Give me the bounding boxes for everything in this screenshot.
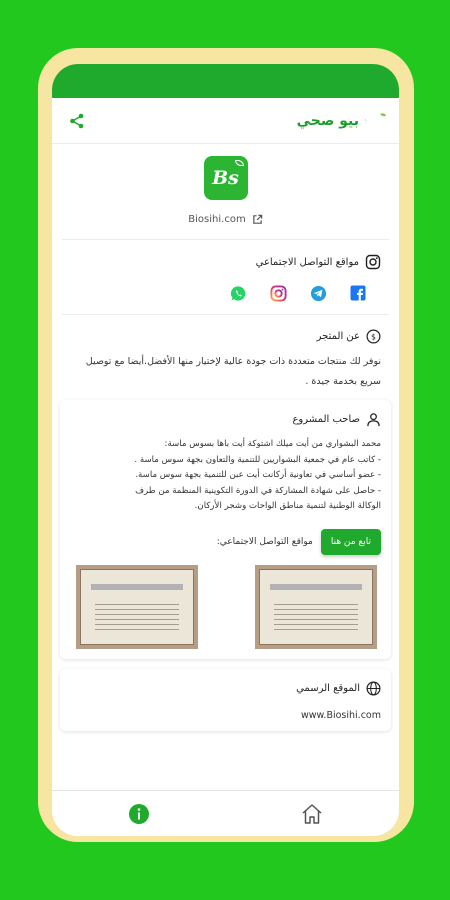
owner-card [60, 400, 391, 659]
main-content [52, 144, 399, 790]
bottom-nav [52, 790, 399, 836]
owner-line: محمد البشواري من أيت ميلك اشتوكة أيت باها بسوس ماسة: [164, 439, 381, 449]
status-bar [52, 64, 399, 98]
user-icon [366, 412, 381, 427]
whatsapp-icon[interactable] [229, 284, 247, 302]
app-screen [52, 64, 399, 836]
home-tab[interactable] [297, 799, 327, 829]
globe-icon [366, 681, 381, 696]
website-link[interactable] [52, 214, 399, 225]
social-section [62, 240, 389, 314]
website-label: Biosihi.com [188, 214, 246, 225]
certificate-image[interactable] [255, 565, 377, 649]
store-info-icon [366, 329, 381, 344]
certificates [72, 565, 381, 649]
brand [297, 111, 387, 131]
brand-logo-icon [365, 111, 387, 131]
about-text [70, 352, 381, 392]
owner-line: الوكالة الوطنية لتنمية مناطق الواحات وشجر الأركان. [194, 501, 381, 511]
info-tab[interactable] [124, 799, 154, 829]
instagram-outline-icon [365, 254, 381, 270]
official-site-title: الموقع الرسمي [296, 682, 360, 694]
social-section-title: مواقع التواصل الاجتماعي [255, 256, 359, 268]
external-link-icon [252, 214, 263, 225]
about-line-2: سريع بخدمة جيدة . [305, 376, 381, 387]
official-site-url[interactable]: www.Biosihi.com [301, 709, 381, 721]
app-title: بيو صحي [296, 112, 359, 129]
certificate-image[interactable] [76, 565, 198, 649]
owner-line: - حاصل على شهادة المشاركة في الدورة التكوينية المنظمة من طرف [135, 485, 381, 496]
app-bar [52, 98, 399, 144]
telegram-icon[interactable] [309, 284, 327, 302]
about-line-1: نوفر لك منتجات متعددة ذات جودة عالية لإختيار منها الأفضل.أيضا مع توصيل [85, 356, 381, 367]
instagram-icon[interactable] [269, 284, 287, 302]
svg-text:Bs [365, 115, 367, 130]
share-icon[interactable] [66, 110, 88, 132]
store-header [52, 144, 399, 225]
follow-button[interactable]: تابع من هنا [321, 529, 381, 555]
about-section [62, 315, 389, 392]
home-icon [300, 802, 324, 826]
owner-line: - عضو أساسي في تعاونية أركانت أيت عبن للتنمية بجهة سوس ماسة. [135, 470, 381, 480]
facebook-icon[interactable] [349, 284, 367, 302]
svg-text:$: $ [371, 332, 376, 342]
follow-label: مواقع التواصل الاجتماعي: [216, 536, 313, 547]
about-section-title: عن المتجر [316, 331, 360, 342]
owner-line: - كاتب عام في جمعية البشواريين للتنمية والتعاون بجهة سوس ماسة . [134, 454, 381, 465]
store-logo: Bs [204, 156, 248, 200]
social-links [70, 270, 381, 314]
owner-section-title: صاحب المشروع [292, 414, 360, 425]
owner-bio [72, 437, 381, 515]
info-icon [128, 803, 150, 825]
follow-row [72, 529, 381, 555]
official-site-card [60, 669, 391, 731]
